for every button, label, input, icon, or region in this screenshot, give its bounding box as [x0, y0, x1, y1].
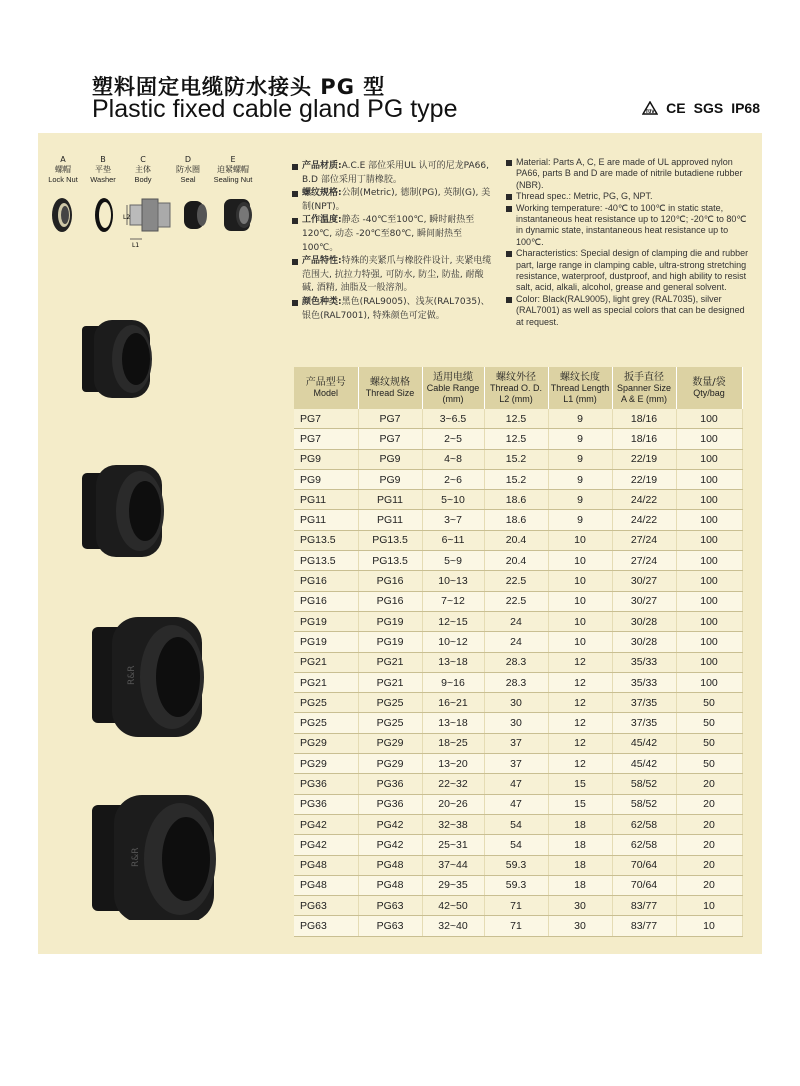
- cable-gland-small-photo: [82, 320, 152, 398]
- spec-cn-thread: 螺纹规格:公制(Metric), 德制(PG), 英制(G), 美制(NPT)。: [292, 187, 492, 214]
- col-qty-cell: 100: [676, 530, 742, 550]
- col-qty-cell: 100: [676, 449, 742, 469]
- col-thread-od-cell: 12.5: [484, 429, 548, 449]
- col-spanner-size-cell: 18/16: [612, 409, 676, 429]
- col-thread-size-header: 螺纹规格 Thread Size: [358, 367, 422, 409]
- col-qty-cell: 50: [676, 693, 742, 713]
- col-thread-size-cell: PG36: [358, 774, 422, 794]
- col-thread-size-cell: PG11: [358, 510, 422, 530]
- col-thread-od-cell: 18.6: [484, 510, 548, 530]
- col-thread-od-cell: 24: [484, 632, 548, 652]
- certification-marks: [642, 100, 760, 116]
- table-row: [294, 693, 742, 713]
- col-model-cell: PG42: [294, 814, 358, 834]
- col-spanner-size-cell: 18/16: [612, 429, 676, 449]
- table-row: [294, 652, 742, 672]
- table-row: [294, 835, 742, 855]
- page-title-cn: 塑料固定电缆防水接头 PG 型: [92, 75, 386, 99]
- col-thread-length-cell: 18: [548, 814, 612, 834]
- col-thread-od-cell: 15.2: [484, 449, 548, 469]
- table-row: [294, 754, 742, 774]
- col-qty-header: 数量/袋 Qty/bag: [676, 367, 742, 409]
- col-spanner-size-cell: 35/33: [612, 672, 676, 692]
- col-model-cell: PG21: [294, 672, 358, 692]
- col-cable-range-cell: 10~13: [422, 571, 484, 591]
- col-thread-od-cell: 28.3: [484, 652, 548, 672]
- col-model-cell: PG19: [294, 632, 358, 652]
- col-thread-od-cell: 54: [484, 814, 548, 834]
- col-spanner-size-cell: 27/24: [612, 551, 676, 571]
- col-thread-length-cell: 12: [548, 733, 612, 753]
- col-thread-length-cell: 15: [548, 774, 612, 794]
- col-qty-cell: 100: [676, 429, 742, 449]
- col-thread-length-cell: 12: [548, 652, 612, 672]
- col-thread-size-cell: PG9: [358, 469, 422, 489]
- col-thread-length-cell: 30: [548, 916, 612, 936]
- cable-gland-medium-photo: [82, 465, 164, 557]
- lock-nut-icon: [52, 198, 72, 232]
- col-qty-cell: 100: [676, 469, 742, 489]
- col-spanner-size-cell: 22/19: [612, 469, 676, 489]
- col-spanner-size-cell: 83/77: [612, 896, 676, 916]
- col-spanner-size-cell: 58/52: [612, 794, 676, 814]
- cable-gland-xlarge-photo: [92, 795, 216, 920]
- col-thread-od-cell: 20.4: [484, 530, 548, 550]
- sealing-nut-icon: [224, 199, 252, 231]
- col-spanner-size-cell: 30/27: [612, 571, 676, 591]
- col-model-header: 产品型号 Model: [294, 367, 358, 409]
- table-row: [294, 429, 742, 449]
- col-thread-size-cell: PG42: [358, 835, 422, 855]
- body-icon: [127, 199, 170, 239]
- col-thread-od-cell: 18.6: [484, 490, 548, 510]
- col-spanner-size-cell: 83/77: [612, 916, 676, 936]
- product-photos: [80, 320, 230, 920]
- col-cable-range-cell: 12~15: [422, 611, 484, 631]
- svg-text:TÜV: TÜV: [645, 109, 655, 114]
- col-spanner-size-cell: 35/33: [612, 652, 676, 672]
- col-cable-range-cell: 29~35: [422, 875, 484, 895]
- col-qty-cell: 20: [676, 794, 742, 814]
- col-qty-cell: 10: [676, 896, 742, 916]
- table-row: [294, 490, 742, 510]
- col-thread-length-header: 螺纹长度 Thread Length L1 (mm): [548, 367, 612, 409]
- col-thread-length-cell: 9: [548, 409, 612, 429]
- col-thread-length-cell: 12: [548, 693, 612, 713]
- col-thread-od-cell: 15.2: [484, 469, 548, 489]
- col-thread-size-cell: PG36: [358, 794, 422, 814]
- specification-table: [294, 367, 743, 937]
- specs-chinese: [292, 160, 492, 323]
- col-thread-od-cell: 20.4: [484, 551, 548, 571]
- table-row: [294, 814, 742, 834]
- col-qty-cell: 50: [676, 713, 742, 733]
- col-qty-cell: 50: [676, 754, 742, 774]
- col-qty-cell: 100: [676, 591, 742, 611]
- tuv-mark-icon: [642, 101, 658, 115]
- col-cable-range-cell: 13~20: [422, 754, 484, 774]
- col-thread-size-cell: PG48: [358, 855, 422, 875]
- col-model-cell: PG42: [294, 835, 358, 855]
- col-model-cell: PG11: [294, 490, 358, 510]
- col-qty-cell: 20: [676, 814, 742, 834]
- col-spanner-size-cell: 62/58: [612, 814, 676, 834]
- col-thread-od-cell: 47: [484, 774, 548, 794]
- spec-cn-temperature: 工作温度:静态 -40℃至100℃, 瞬时耐热至120℃, 动态 -20℃至80℃, 瞬间耐热至100℃。: [292, 214, 492, 255]
- col-thread-od-cell: 30: [484, 693, 548, 713]
- col-spanner-size-cell: 37/35: [612, 693, 676, 713]
- col-thread-od-cell: 47: [484, 794, 548, 814]
- table-row: [294, 896, 742, 916]
- col-qty-cell: 100: [676, 632, 742, 652]
- col-thread-length-cell: 9: [548, 490, 612, 510]
- part-e-label: E 迫紧螺帽 Sealing Nut: [213, 155, 253, 184]
- col-cable-range-cell: 37~44: [422, 855, 484, 875]
- col-qty-cell: 100: [676, 611, 742, 631]
- col-cable-range-cell: 7~12: [422, 591, 484, 611]
- col-model-cell: PG19: [294, 611, 358, 631]
- col-qty-cell: 100: [676, 551, 742, 571]
- spec-cn-characteristics: 产品特性:特殊的夹紧爪与橡胶件设计, 夹紧电缆范围大, 抗拉力特强, 可防水, 防尘, 防盐, 耐酸碱, 酒精, 油脂及一般溶剂。: [292, 255, 492, 296]
- col-model-cell: PG25: [294, 713, 358, 733]
- col-spanner-size-cell: 24/22: [612, 490, 676, 510]
- col-cable-range-cell: 5~10: [422, 490, 484, 510]
- col-qty-cell: 100: [676, 490, 742, 510]
- col-qty-cell: 100: [676, 571, 742, 591]
- col-thread-length-cell: 10: [548, 551, 612, 571]
- col-thread-od-cell: 59.3: [484, 875, 548, 895]
- table-row: [294, 530, 742, 550]
- col-thread-length-cell: 30: [548, 896, 612, 916]
- col-thread-size-cell: PG19: [358, 632, 422, 652]
- table-row: [294, 875, 742, 895]
- col-thread-length-cell: 10: [548, 632, 612, 652]
- col-qty-cell: 20: [676, 774, 742, 794]
- col-qty-cell: 100: [676, 652, 742, 672]
- washer-icon: [95, 198, 113, 232]
- col-thread-size-cell: PG19: [358, 611, 422, 631]
- table-row: [294, 713, 742, 733]
- col-thread-length-cell: 12: [548, 713, 612, 733]
- cable-gland-large-photo: [92, 617, 204, 737]
- col-thread-size-cell: PG29: [358, 754, 422, 774]
- col-thread-length-cell: 18: [548, 875, 612, 895]
- col-model-cell: PG48: [294, 855, 358, 875]
- col-thread-od-cell: 12.5: [484, 409, 548, 429]
- col-thread-length-cell: 15: [548, 794, 612, 814]
- col-spanner-size-cell: 30/27: [612, 591, 676, 611]
- parts-legend: [48, 155, 272, 255]
- col-thread-length-cell: 10: [548, 591, 612, 611]
- col-thread-od-cell: 71: [484, 916, 548, 936]
- col-spanner-size-cell: 27/24: [612, 530, 676, 550]
- col-model-cell: PG36: [294, 774, 358, 794]
- col-thread-size-cell: PG21: [358, 672, 422, 692]
- table-row: [294, 916, 742, 936]
- col-qty-cell: 20: [676, 855, 742, 875]
- part-d-label: D 防水圈 Seal: [176, 155, 200, 184]
- col-spanner-size-cell: 45/42: [612, 754, 676, 774]
- col-thread-od-cell: 37: [484, 754, 548, 774]
- col-thread-size-cell: PG21: [358, 652, 422, 672]
- sgs-mark: SGS: [693, 100, 724, 116]
- col-qty-cell: 10: [676, 916, 742, 936]
- col-thread-od-cell: 54: [484, 835, 548, 855]
- col-cable-range-cell: 18~25: [422, 733, 484, 753]
- col-model-cell: PG63: [294, 896, 358, 916]
- col-spanner-size-cell: 45/42: [612, 733, 676, 753]
- col-thread-length-cell: 18: [548, 855, 612, 875]
- col-thread-size-cell: PG63: [358, 916, 422, 936]
- col-spanner-size-cell: 22/19: [612, 449, 676, 469]
- col-spanner-size-cell: 30/28: [612, 632, 676, 652]
- col-cable-range-cell: 25~31: [422, 835, 484, 855]
- col-cable-range-cell: 32~40: [422, 916, 484, 936]
- col-thread-od-cell: 24: [484, 611, 548, 631]
- col-cable-range-cell: 16~21: [422, 693, 484, 713]
- spec-cn-material: 产品材质:A.C.E 部位采用UL 认可的尼龙PA66, B.D 部位采用丁腈橡胶。: [292, 160, 492, 187]
- exploded-parts-drawing: [52, 195, 272, 255]
- col-cable-range-cell: 13~18: [422, 713, 484, 733]
- col-cable-range-cell: 5~9: [422, 551, 484, 571]
- col-thread-length-cell: 9: [548, 469, 612, 489]
- col-cable-range-cell: 3~6.5: [422, 409, 484, 429]
- col-spanner-size-cell: 24/22: [612, 510, 676, 530]
- spec-cn-color: 颜色种类:黑色(RAL9005)、浅灰(RAL7035)、银色(RAL7001), 特殊颜色可定做。: [292, 296, 492, 323]
- col-cable-range-cell: 6~11: [422, 530, 484, 550]
- col-thread-length-cell: 9: [548, 510, 612, 530]
- table-row: [294, 449, 742, 469]
- col-thread-od-cell: 28.3: [484, 672, 548, 692]
- l2-dimension-label: L2: [123, 214, 131, 221]
- col-thread-od-cell: 22.5: [484, 571, 548, 591]
- col-model-cell: PG21: [294, 652, 358, 672]
- spec-en-color: Color: Black(RAL9005), light grey (RAL7035), silver (RAL7001) as well as special colors that can be designed at request.: [506, 294, 750, 328]
- col-spanner-size-cell: 62/58: [612, 835, 676, 855]
- col-cable-range-cell: 2~5: [422, 429, 484, 449]
- col-model-cell: PG16: [294, 591, 358, 611]
- col-model-cell: PG9: [294, 449, 358, 469]
- col-thread-size-cell: PG29: [358, 733, 422, 753]
- specs-english: [506, 157, 750, 328]
- col-cable-range-header: 适用电缆 Cable Range (mm): [422, 367, 484, 409]
- table-row: [294, 733, 742, 753]
- col-thread-length-cell: 9: [548, 449, 612, 469]
- table-row: [294, 794, 742, 814]
- ce-mark: CE: [666, 100, 686, 116]
- col-thread-size-cell: PG13.5: [358, 530, 422, 550]
- table-row: [294, 672, 742, 692]
- col-thread-od-cell: 71: [484, 896, 548, 916]
- brand-mark-large: R&R: [127, 665, 137, 685]
- col-thread-size-cell: PG63: [358, 896, 422, 916]
- table-row: [294, 611, 742, 631]
- table-row: [294, 571, 742, 591]
- spec-en-material: Material: Parts A, C, E are made of UL approved nylon PA66, parts B and D are made of nitrile butadiene rubber (NBR).: [506, 157, 750, 191]
- col-cable-range-cell: 32~38: [422, 814, 484, 834]
- brand-mark-xlarge: R&R: [131, 847, 141, 867]
- col-model-cell: PG63: [294, 916, 358, 936]
- col-thread-size-cell: PG25: [358, 713, 422, 733]
- col-model-cell: PG25: [294, 693, 358, 713]
- col-spanner-size-cell: 70/64: [612, 875, 676, 895]
- col-cable-range-cell: 13~18: [422, 652, 484, 672]
- col-model-cell: PG16: [294, 571, 358, 591]
- seal-icon: [184, 201, 207, 229]
- col-thread-size-cell: PG16: [358, 591, 422, 611]
- table-row: [294, 632, 742, 652]
- col-thread-size-cell: PG25: [358, 693, 422, 713]
- col-spanner-size-cell: 70/64: [612, 855, 676, 875]
- table-header-row: [294, 367, 742, 409]
- col-model-cell: PG29: [294, 754, 358, 774]
- col-thread-length-cell: 9: [548, 429, 612, 449]
- table-row: [294, 469, 742, 489]
- col-cable-range-cell: 20~26: [422, 794, 484, 814]
- col-spanner-size-cell: 58/52: [612, 774, 676, 794]
- col-cable-range-cell: 42~50: [422, 896, 484, 916]
- col-cable-range-cell: 4~8: [422, 449, 484, 469]
- col-cable-range-cell: 9~16: [422, 672, 484, 692]
- col-thread-od-cell: 30: [484, 713, 548, 733]
- table-row: [294, 591, 742, 611]
- col-qty-cell: 100: [676, 409, 742, 429]
- col-model-cell: PG7: [294, 429, 358, 449]
- col-qty-cell: 100: [676, 672, 742, 692]
- col-model-cell: PG7: [294, 409, 358, 429]
- col-thread-length-cell: 10: [548, 571, 612, 591]
- col-thread-length-cell: 10: [548, 530, 612, 550]
- col-cable-range-cell: 10~12: [422, 632, 484, 652]
- col-model-cell: PG13.5: [294, 530, 358, 550]
- col-thread-size-cell: PG7: [358, 429, 422, 449]
- col-thread-size-cell: PG13.5: [358, 551, 422, 571]
- col-qty-cell: 50: [676, 733, 742, 753]
- col-thread-od-cell: 22.5: [484, 591, 548, 611]
- col-spanner-size-cell: 30/28: [612, 611, 676, 631]
- table-row: [294, 774, 742, 794]
- col-thread-length-cell: 12: [548, 754, 612, 774]
- spec-en-temperature: Working temperature: -40℃ to 100℃ in static state, instantaneous heat resistance up to 120℃; -20℃ to 80℃ in dynamic state, instantaneous heat resistance up to 100℃.: [506, 203, 750, 249]
- table-row: [294, 409, 742, 429]
- col-thread-od-cell: 59.3: [484, 855, 548, 875]
- col-thread-length-cell: 12: [548, 672, 612, 692]
- table-row: [294, 551, 742, 571]
- col-model-cell: PG36: [294, 794, 358, 814]
- part-b-label: B 平垫 Washer: [90, 155, 116, 184]
- col-thread-size-cell: PG42: [358, 814, 422, 834]
- col-thread-size-cell: PG9: [358, 449, 422, 469]
- col-qty-cell: 20: [676, 875, 742, 895]
- col-thread-od-cell: 37: [484, 733, 548, 753]
- col-thread-od-header: 螺纹外径 Thread O. D. L2 (mm): [484, 367, 548, 409]
- table-body: [294, 409, 742, 936]
- spec-en-thread: Thread spec.: Metric, PG, G, NPT.: [506, 191, 750, 202]
- page-title-en: Plastic fixed cable gland PG type: [92, 95, 458, 123]
- part-c-label: C 主体 Body: [134, 155, 152, 184]
- part-a-label: A 螺帽 Lock Nut: [48, 155, 78, 184]
- col-thread-length-cell: 18: [548, 835, 612, 855]
- col-thread-size-cell: PG48: [358, 875, 422, 895]
- l1-dimension-label: L1: [132, 242, 140, 249]
- col-model-cell: PG9: [294, 469, 358, 489]
- col-model-cell: PG13.5: [294, 551, 358, 571]
- col-spanner-size-header: 扳手直径 Spanner Size A & E (mm): [612, 367, 676, 409]
- ip68-mark: IP68: [731, 100, 760, 116]
- col-cable-range-cell: 2~6: [422, 469, 484, 489]
- col-spanner-size-cell: 37/35: [612, 713, 676, 733]
- col-qty-cell: 100: [676, 510, 742, 530]
- col-cable-range-cell: 3~7: [422, 510, 484, 530]
- col-thread-size-cell: PG16: [358, 571, 422, 591]
- table-row: [294, 510, 742, 530]
- col-qty-cell: 20: [676, 835, 742, 855]
- col-cable-range-cell: 22~32: [422, 774, 484, 794]
- col-thread-size-cell: PG11: [358, 490, 422, 510]
- col-model-cell: PG11: [294, 510, 358, 530]
- col-model-cell: PG48: [294, 875, 358, 895]
- col-thread-size-cell: PG7: [358, 409, 422, 429]
- spec-en-characteristics: Characteristics: Special design of clamping die and rubber part, large range in clamping cable, ultra-strong stretching resistance, waterproof, dustproof, and high ability to resist salt, acid, alkali, alcohol, grease and general solvent.: [506, 248, 750, 294]
- table-row: [294, 855, 742, 875]
- col-model-cell: PG29: [294, 733, 358, 753]
- col-thread-length-cell: 10: [548, 611, 612, 631]
